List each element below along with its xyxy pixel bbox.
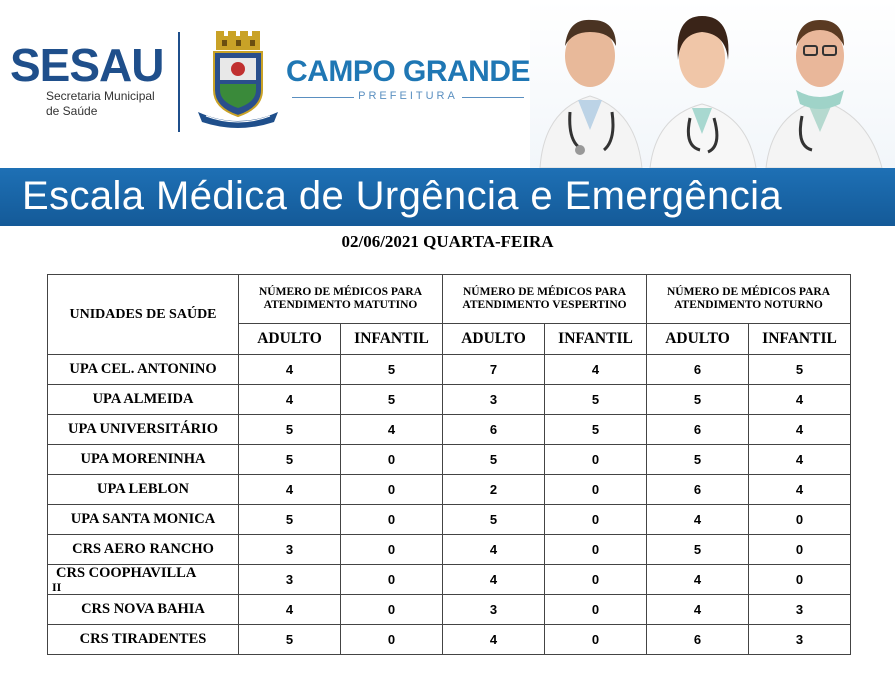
morning-child-count: 0 bbox=[341, 505, 443, 535]
morning-child-count: 0 bbox=[341, 475, 443, 505]
night-adult-count: 5 bbox=[647, 445, 749, 475]
night-adult-count: 4 bbox=[647, 565, 749, 595]
unit-name: UPA CEL. ANTONINO bbox=[48, 355, 239, 385]
night-child-count: 4 bbox=[749, 415, 851, 445]
afternoon-adult-count: 3 bbox=[443, 385, 545, 415]
unit-name: UPA SANTA MONICA bbox=[48, 505, 239, 535]
unit-name: CRS NOVA BAHIA bbox=[48, 595, 239, 625]
unit-name-text: CRS COOPHAVILLA bbox=[56, 564, 197, 581]
afternoon-child-header: INFANTIL bbox=[545, 324, 647, 355]
unit-name: CRS TIRADENTES bbox=[48, 625, 239, 655]
night-child-count: 0 bbox=[749, 505, 851, 535]
night-child-count: 3 bbox=[749, 625, 851, 655]
table-row bbox=[48, 505, 851, 535]
afternoon-child-count: 0 bbox=[545, 505, 647, 535]
night-adult-count: 6 bbox=[647, 355, 749, 385]
morning-adult-count: 4 bbox=[239, 475, 341, 505]
unit-name bbox=[48, 565, 239, 595]
logo-divider bbox=[178, 32, 180, 132]
unit-name: UPA MORENINHA bbox=[48, 445, 239, 475]
afternoon-adult-count: 6 bbox=[443, 415, 545, 445]
afternoon-child-count: 0 bbox=[545, 475, 647, 505]
morning-child-count: 0 bbox=[341, 565, 443, 595]
unit-name-overflow: II bbox=[52, 579, 62, 594]
morning-adult-count: 3 bbox=[239, 565, 341, 595]
table-row bbox=[48, 625, 851, 655]
afternoon-adult-count: 4 bbox=[443, 625, 545, 655]
morning-child-count: 5 bbox=[341, 355, 443, 385]
units-header: UNIDADES DE SAÚDE bbox=[48, 275, 239, 355]
afternoon-adult-count: 2 bbox=[443, 475, 545, 505]
morning-adult-header: ADULTO bbox=[239, 324, 341, 355]
night-child-count: 3 bbox=[749, 595, 851, 625]
sesau-logo-text: SESAU bbox=[10, 39, 164, 91]
unit-name: CRS AERO RANCHO bbox=[48, 535, 239, 565]
morning-adult-count: 4 bbox=[239, 385, 341, 415]
afternoon-child-count: 0 bbox=[545, 445, 647, 475]
afternoon-adult-count: 4 bbox=[443, 535, 545, 565]
night-child-header: INFANTIL bbox=[749, 324, 851, 355]
night-child-count: 5 bbox=[749, 355, 851, 385]
morning-child-count: 0 bbox=[341, 625, 443, 655]
afternoon-child-count: 5 bbox=[545, 415, 647, 445]
afternoon-adult-count: 5 bbox=[443, 505, 545, 535]
doctors-photo bbox=[530, 0, 895, 168]
campo-grande-logo bbox=[286, 56, 530, 102]
afternoon-group-header: NÚMERO DE MÉDICOS PARA ATENDIMENTO VESPERTINO bbox=[443, 275, 647, 324]
afternoon-child-count: 0 bbox=[545, 565, 647, 595]
morning-child-count: 5 bbox=[341, 385, 443, 415]
night-adult-count: 4 bbox=[647, 595, 749, 625]
table-row bbox=[48, 385, 851, 415]
morning-child-header: INFANTIL bbox=[341, 324, 443, 355]
afternoon-child-count: 0 bbox=[545, 535, 647, 565]
afternoon-child-count: 0 bbox=[545, 595, 647, 625]
banner-title: Escala Médica de Urgência e Emergência bbox=[22, 174, 783, 218]
sesau-subtitle-line1: Secretaria Municipal bbox=[46, 89, 155, 103]
night-adult-count: 6 bbox=[647, 475, 749, 505]
table-row bbox=[48, 565, 851, 595]
night-adult-count: 4 bbox=[647, 505, 749, 535]
night-child-count: 4 bbox=[749, 385, 851, 415]
night-child-count: 4 bbox=[749, 475, 851, 505]
table-row bbox=[48, 535, 851, 565]
morning-group-header: NÚMERO DE MÉDICOS PARA ATENDIMENTO MATUTINO bbox=[239, 275, 443, 324]
header bbox=[0, 0, 895, 168]
afternoon-adult-count: 7 bbox=[443, 355, 545, 385]
afternoon-adult-count: 3 bbox=[443, 595, 545, 625]
night-child-count: 0 bbox=[749, 535, 851, 565]
morning-adult-count: 5 bbox=[239, 445, 341, 475]
schedule-date: 02/06/2021 QUARTA-FEIRA bbox=[341, 232, 554, 251]
table-row bbox=[48, 355, 851, 385]
night-adult-count: 5 bbox=[647, 535, 749, 565]
title-banner bbox=[0, 168, 895, 226]
afternoon-adult-count: 5 bbox=[443, 445, 545, 475]
night-group-header: NÚMERO DE MÉDICOS PARA ATENDIMENTO NOTURNO bbox=[647, 275, 851, 324]
morning-child-count: 4 bbox=[341, 415, 443, 445]
city-crest-icon bbox=[196, 30, 280, 130]
afternoon-adult-header: ADULTO bbox=[443, 324, 545, 355]
table-header-row bbox=[48, 275, 851, 324]
afternoon-child-count: 0 bbox=[545, 625, 647, 655]
morning-child-count: 0 bbox=[341, 535, 443, 565]
morning-adult-count: 3 bbox=[239, 535, 341, 565]
city-subtitle: PREFEITURA bbox=[286, 90, 530, 102]
table-row bbox=[48, 445, 851, 475]
night-child-count: 4 bbox=[749, 445, 851, 475]
table-row bbox=[48, 415, 851, 445]
afternoon-child-count: 4 bbox=[545, 355, 647, 385]
morning-child-count: 0 bbox=[341, 445, 443, 475]
sesau-logo bbox=[10, 39, 164, 118]
morning-adult-count: 4 bbox=[239, 355, 341, 385]
unit-name: UPA UNIVERSITÁRIO bbox=[48, 415, 239, 445]
night-child-count: 0 bbox=[749, 565, 851, 595]
unit-name: UPA ALMEIDA bbox=[48, 385, 239, 415]
unit-name: UPA LEBLON bbox=[48, 475, 239, 505]
schedule-table bbox=[47, 274, 851, 655]
table-row bbox=[48, 475, 851, 505]
sesau-subtitle-line2: de Saúde bbox=[46, 104, 98, 118]
morning-adult-count: 5 bbox=[239, 415, 341, 445]
afternoon-adult-count: 4 bbox=[443, 565, 545, 595]
morning-adult-count: 5 bbox=[239, 505, 341, 535]
afternoon-child-count: 5 bbox=[545, 385, 647, 415]
morning-child-count: 0 bbox=[341, 595, 443, 625]
city-title: CAMPO GRANDE bbox=[286, 55, 531, 88]
morning-adult-count: 5 bbox=[239, 625, 341, 655]
table-row bbox=[48, 595, 851, 625]
night-adult-count: 6 bbox=[647, 625, 749, 655]
night-adult-count: 6 bbox=[647, 415, 749, 445]
morning-adult-count: 4 bbox=[239, 595, 341, 625]
night-adult-count: 5 bbox=[647, 385, 749, 415]
night-adult-header: ADULTO bbox=[647, 324, 749, 355]
